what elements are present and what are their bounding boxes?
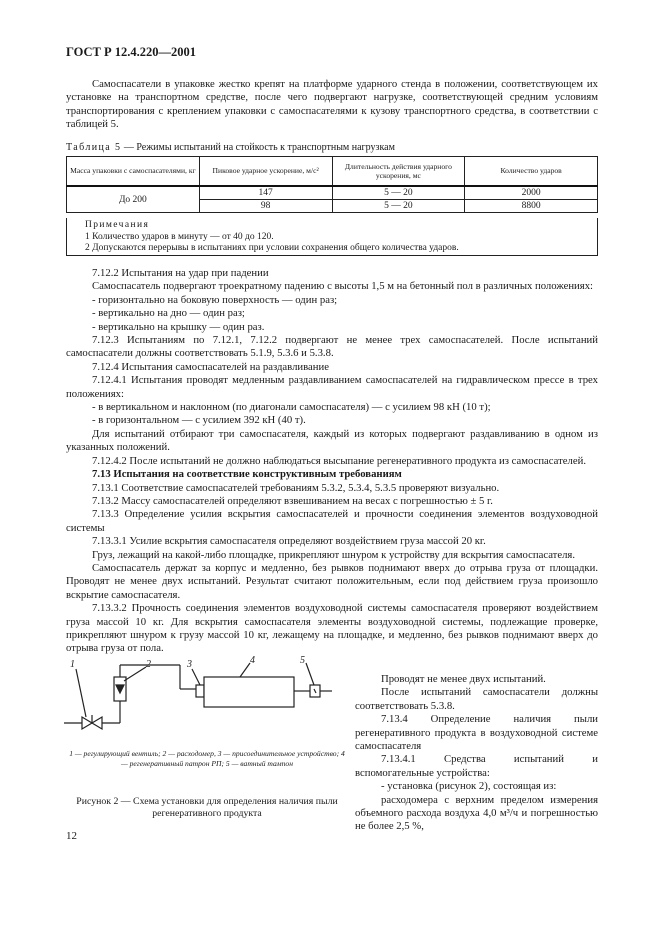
cell-accel: 147 [199, 186, 332, 200]
figure-legend: 1 — регулирующий вентиль; 2 — расходомер, 3 — присоединительное устройство; 4 — регенеративный патрон РП; 5 — ватный тампон [69, 749, 345, 768]
s71331-text-2: Самоспасатель держат за корпус и медленно, без рывков поднимают вверх до отрыва груза от площадки. Проводят не менее двух испытаний. Результат считают положительным, если под действием груза произошло вскрытие самоспасателя. [66, 561, 598, 601]
section-7-13-heading: 7.13 Испытания на соответствие конструктивным требованиям [92, 468, 402, 481]
intro-paragraph: Самоспасатели в упаковке жестко крепят на платформе ударного стенда в положении, соответствующем их установке на транспортном средстве, после чего подвергают нагрузке, соответствующей средним условиям транспортирования с креплением упаковки с самоспасателями к кузову транспортного средства, в соответствии с таблицей 5. [66, 78, 598, 131]
figure-caption: Рисунок 2 — Схема установки для определения наличия пыли регенеративного продукта [76, 796, 338, 820]
table-row [67, 186, 598, 200]
table-5-title: — Режимы испытаний на стойкость к транспортным нагрузкам [121, 142, 395, 153]
figure-label-2: 2 [146, 659, 151, 670]
cell-mass: До 200 [67, 186, 200, 213]
cell-duration: 5 — 20 [332, 200, 465, 213]
table-header-row [67, 157, 598, 187]
table-notes [66, 218, 598, 256]
section-7-13-2: 7.13.2 Массу самоспасателей определяют взвешиванием на весах с погрешностью ± 5 г. [92, 494, 493, 507]
figure-label-3: 3 [187, 659, 192, 670]
cell-duration: 5 — 20 [332, 186, 465, 200]
intro-block [66, 78, 598, 132]
header-accel: Пиковое ударное ускорение, м/с² [199, 157, 332, 187]
cell-count: 8800 [465, 200, 598, 213]
header-count: Количество ударов [465, 157, 598, 187]
cell-count: 2000 [465, 186, 598, 200]
document-code: ГОСТ Р 12.4.220—2001 [66, 45, 197, 59]
figure-label-4: 4 [250, 655, 255, 666]
cell-accel: 98 [199, 200, 332, 213]
figure-label-5: 5 [300, 655, 305, 666]
figure-label-1: 1 [70, 659, 75, 670]
table-5-caption [66, 142, 395, 153]
rc-paragraph-2: После испытаний самоспасатели должны соответствовать 5.3.8. [355, 686, 598, 712]
header-duration: Длительность действия ударного ускорения, мс [332, 157, 465, 187]
list-item: - вертикально на крышку — один раз. [92, 320, 265, 333]
s71331-text-1: Груз, лежащий на какой-либо площадке, прикрепляют шнуром к устройству для вскрытия самоспасателя. [92, 548, 576, 561]
list-item: - горизонтально на боковую поверхность — один раз; [92, 293, 338, 306]
section-7-12-4: 7.12.4 Испытания самоспасателей на раздавливание [92, 360, 329, 373]
rc-paragraph-4: 7.13.4.1 Средства испытаний и вспомогательные устройства: [355, 753, 598, 779]
list-item: - вертикально на дно — один раз; [92, 307, 245, 320]
section-7-12-3: 7.12.3 Испытаниям по 7.12.1, 7.12.2 подвергают не менее трех самоспасателей. После испытаний самоспасатели должны соответствовать 5.1.9, 5.3.6 и 5.3.8. [66, 334, 598, 360]
rc-paragraph-1: Проводят не менее двух испытаний. [381, 673, 546, 685]
rc-paragraph-3: 7.13.4 Определение наличия пыли регенеративного продукта в воздуховодной системе самоспасателя [355, 713, 598, 753]
notes-title: Примечания [85, 220, 150, 230]
section-7-13-1: 7.13.1 Соответствие самоспасателей требованиям 5.3.2, 5.3.4, 5.3.5 проверяют визуально. [92, 481, 500, 494]
rc-paragraph-6: расходомера с верхним пределом измерения объемного расхода воздуха 4,0 м³/ч и погрешностью не более 2,5 %, [355, 793, 598, 833]
section-7-13-3-2: 7.13.3.2 Прочность соединения элементов воздуховодной системы самоспасателя проверяют воздействием груза массой 10 кг. Для вскрытия самоспасателя элементы воздуховодной системы, подлежащие проверке, прикрепляют шнуром к грузу массой 10 кг, лежащему на площадке, и медленно, без рывков поднимают вверх до отрыва груза от пола. [66, 602, 598, 655]
note-1: 1 Количество ударов в минуту — от 40 до 120. [85, 231, 274, 242]
header-mass: Масса упаковки с самоспасателями, кг [67, 157, 200, 187]
table-5-label: Таблица 5 [66, 142, 122, 153]
note-2: 2 Допускаются перерывы в испытаниях при условии сохранения общего количества ударов. [85, 243, 459, 254]
page-number: 12 [66, 830, 77, 842]
installation-diagram [60, 655, 350, 747]
section-7-12-4-2: 7.12.4.2 После испытаний не должно наблюдаться высыпание регенеративного продукта из самоспасателей. [92, 454, 587, 467]
list-item: - в вертикальном и наклонном (по диагонали самоспасателя) — с усилием 98 кН (10 т); [92, 401, 491, 414]
right-column [355, 673, 598, 834]
section-7-12-2: 7.12.2 Испытания на удар при падении [92, 267, 269, 279]
list-item: - в горизонтальном — с усилием 392 кН (40 т). [92, 414, 306, 427]
section-7-13-3-1: 7.13.3.1 Усилие вскрытия самоспасателя определяют воздействием груза массой 20 кг. [92, 535, 486, 548]
section-7-12-4-1: 7.12.4.1 Испытания проводят медленным раздавливанием самоспасателей на гидравлическом прессе в трех положениях: [66, 374, 598, 400]
main-text [66, 267, 598, 656]
rc-paragraph-5: - установка (рисунок 2), состоящая из: [381, 780, 557, 793]
s7122-text: Самоспасатель подвергают троекратному падению с высоты 1,5 м на бетонный пол в различных положениях: [92, 280, 594, 293]
table-5 [66, 156, 598, 213]
section-7-13-3: 7.13.3 Определение усилия вскрытия самоспасателей и прочности соединения элементов воздуховодной системы [66, 508, 598, 534]
s71241-text: Для испытаний отбирают три самоспасателя, каждый из которых подвергают раздавливанию в одном из указанных положений. [66, 427, 598, 454]
